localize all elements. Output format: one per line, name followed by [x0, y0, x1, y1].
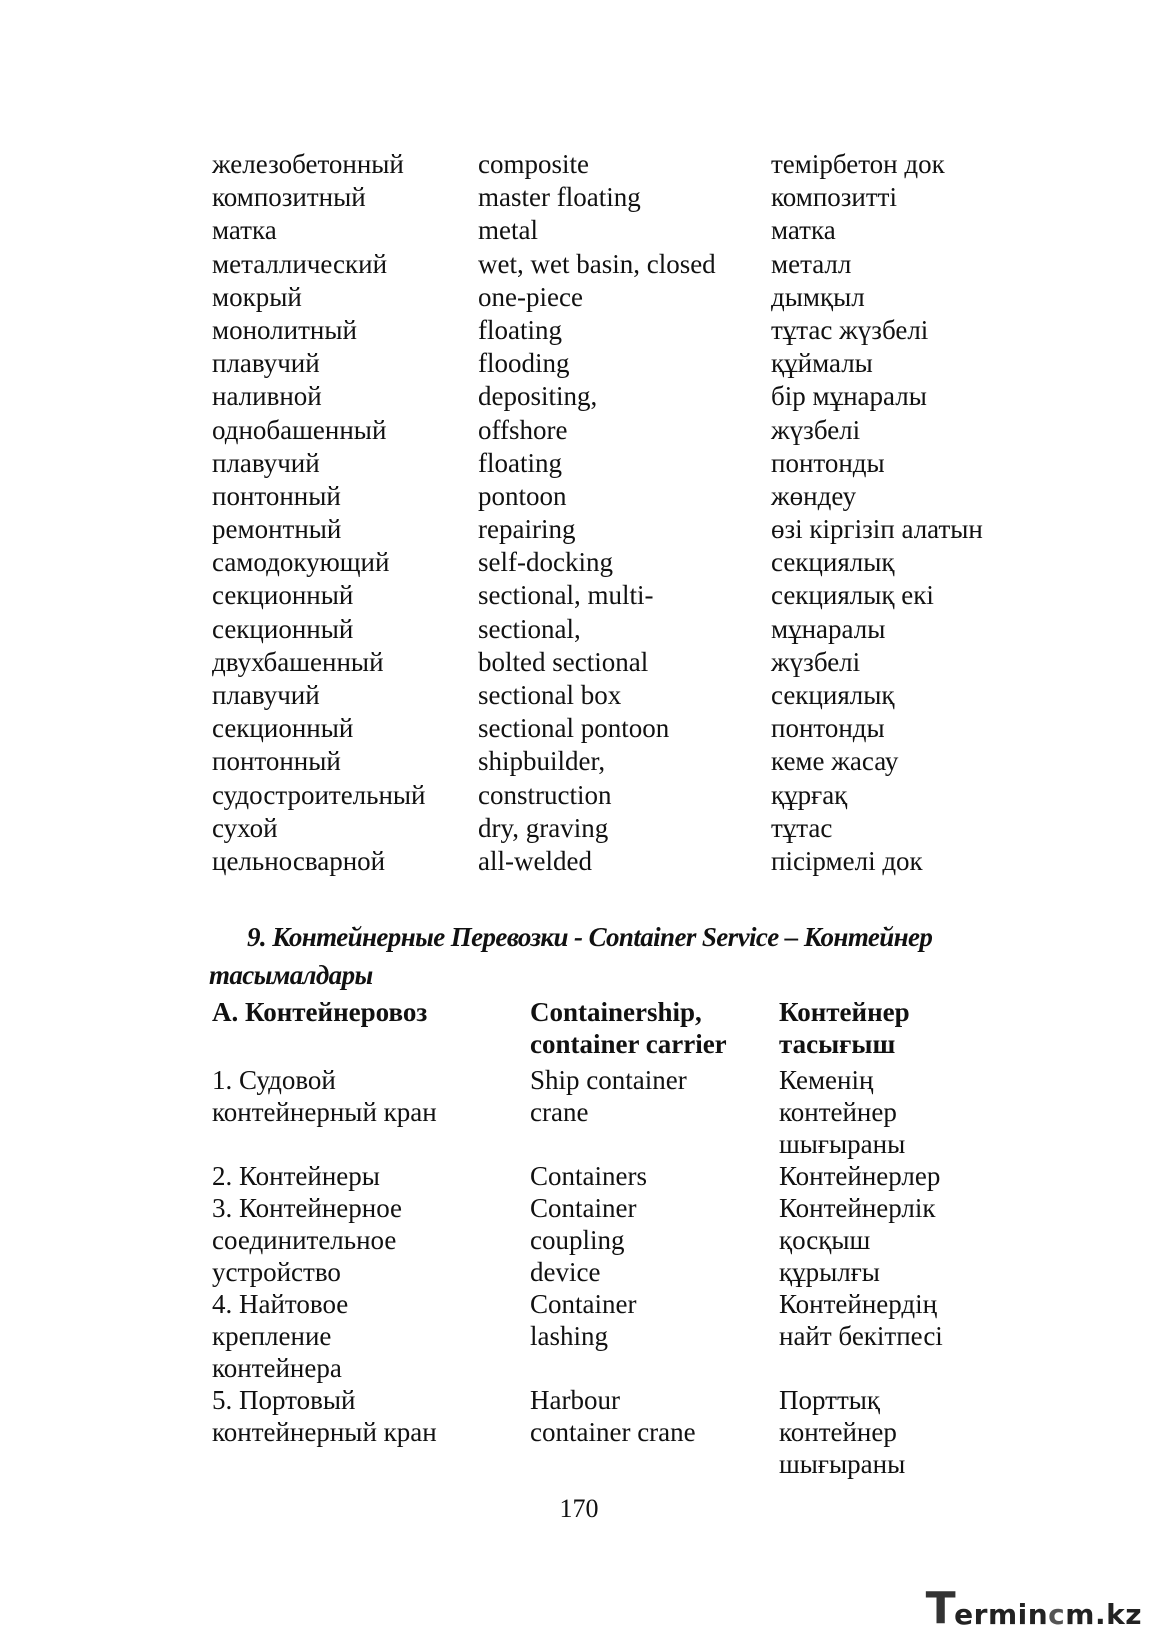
cell-line: Container [530, 1289, 637, 1319]
kazakh-term: кеме жасау [771, 746, 899, 777]
cell-line: container carrier [530, 1029, 727, 1059]
russian-term: композитный [212, 182, 366, 213]
russian-term: плавучий [212, 348, 320, 379]
russian-term: железобетонный [212, 149, 404, 179]
kazakh-cell [779, 1064, 1032, 1160]
russian-cell [212, 1288, 530, 1384]
kazakh-term: құймалы [771, 348, 873, 379]
english-term: bolted sectional [478, 646, 649, 677]
table-header-row [212, 996, 1032, 1060]
table-row [212, 1064, 1032, 1160]
vocab-row [212, 745, 1032, 778]
kazakh-term: дымқыл [771, 281, 865, 312]
cell-line: соединительное [212, 1225, 397, 1255]
cell-line: құрылғы [779, 1257, 880, 1287]
cell-line: найт бекітпесі [779, 1321, 943, 1351]
table-row [212, 1384, 1032, 1480]
section-heading-line-2: тасымалдары [209, 960, 373, 990]
terms-table [212, 996, 1032, 1480]
kazakh-term: жөндеу [771, 480, 857, 511]
kazakh-term: понтонды [771, 447, 885, 478]
kazakh-term: пісірмелі док [771, 845, 923, 876]
russian-term: ремонтный [212, 514, 342, 545]
vocab-row [212, 646, 1032, 679]
cell-line: тасығыш [779, 1029, 896, 1059]
english-term: sectional box [478, 680, 622, 710]
russian-term: сухой [212, 812, 278, 843]
english-term: sectional pontoon [478, 713, 670, 744]
vocab-row [212, 712, 1032, 745]
cell-line: Containers [530, 1161, 647, 1191]
russian-cell [212, 1384, 530, 1480]
cell-line: lashing [530, 1321, 608, 1351]
cell-line: А. Контейнеровоз [212, 997, 428, 1027]
english-term: construction [478, 779, 612, 810]
logo-magnifier-letter: c [1048, 1598, 1066, 1631]
cell-line: крепление [212, 1321, 332, 1351]
english-term: offshore [478, 414, 568, 445]
russian-cell [212, 1160, 530, 1192]
logo-text-part2: m.kz [1065, 1598, 1142, 1631]
english-term: floating [478, 447, 562, 478]
kazakh-term: композитті [771, 182, 897, 213]
cell-line: қосқыш [779, 1225, 871, 1255]
vocab-row [212, 546, 1032, 579]
english-term: shipbuilder, [478, 746, 606, 777]
cell-line: 4. Найтовое [212, 1289, 349, 1319]
russian-term: двухбашенный [212, 646, 384, 677]
section-heading [209, 918, 1009, 994]
english-term: one-piece [478, 281, 583, 312]
cell-line: container crane [530, 1417, 696, 1447]
kazakh-term: мұнаралы [771, 613, 886, 644]
russian-cell [212, 996, 530, 1060]
cell-line: Containership, [530, 997, 702, 1027]
vocab-row [212, 148, 1032, 181]
english-term: self-docking [478, 547, 613, 578]
russian-term: секционный [212, 613, 354, 644]
russian-term: матка [212, 215, 277, 246]
cell-line: контейнерный кран [212, 1417, 437, 1447]
english-term: dry, graving [478, 812, 609, 843]
vocab-row [212, 380, 1032, 413]
kazakh-term: бір мұнаралы [771, 381, 927, 412]
english-term: wet, wet basin, closed [478, 248, 716, 279]
kazakh-term: матка [771, 215, 836, 246]
russian-term: секционный [212, 580, 354, 611]
english-term: sectional, [478, 613, 581, 644]
cell-line: Контейнердің [779, 1289, 938, 1319]
english-term: repairing [478, 514, 576, 545]
page-number: 170 [559, 1494, 599, 1523]
table-row [212, 1192, 1032, 1288]
russian-term: судостроительный [212, 779, 426, 810]
english-term: flooding [478, 348, 570, 379]
russian-cell [212, 1192, 530, 1288]
english-term: all-welded [478, 845, 592, 876]
russian-term: плавучий [212, 447, 320, 478]
vocab-row [212, 214, 1032, 247]
vocab-row [212, 613, 1032, 646]
vocab-row [212, 414, 1032, 447]
russian-term: мокрый [212, 281, 302, 312]
vocab-row [212, 347, 1032, 380]
cell-line: контейнер [779, 1417, 897, 1447]
kazakh-term: тұтас [771, 812, 833, 843]
cell-line: 2. Контейнеры [212, 1161, 380, 1191]
cell-line: 5. Портовый [212, 1385, 356, 1415]
russian-term: наливной [212, 381, 322, 412]
vocab-row [212, 248, 1032, 281]
cell-line: crane [530, 1097, 589, 1127]
cell-line: 1. Судовой [212, 1065, 336, 1095]
kazakh-term: тұтас жүзбелі [771, 314, 929, 345]
cell-line: контейнер [779, 1097, 897, 1127]
russian-term: цельносварной [212, 845, 386, 876]
logo-letter-t: T [925, 1583, 957, 1634]
vocab-row [212, 679, 1032, 712]
kazakh-cell [779, 1192, 1032, 1288]
english-cell [530, 1384, 779, 1480]
kazakh-cell [779, 1288, 1032, 1384]
russian-term: секционный [212, 713, 354, 744]
english-term: pontoon [478, 480, 567, 511]
table-row [212, 1288, 1032, 1384]
kazakh-term: металл [771, 248, 852, 279]
cell-line: шығыраны [779, 1449, 906, 1479]
russian-term: понтонный [212, 746, 341, 777]
cell-line: Контейнерлік [779, 1193, 936, 1223]
cell-line: контейнера [212, 1353, 342, 1383]
kazakh-term: секциялық [771, 680, 895, 710]
cell-line: coupling [530, 1225, 625, 1255]
vocabulary-list [212, 148, 1032, 878]
termincom-logo [925, 1581, 1142, 1634]
vocab-row [212, 845, 1032, 878]
english-term: composite [478, 149, 589, 179]
kazakh-term: секциялық екі [771, 580, 934, 611]
english-term: depositing, [478, 381, 598, 412]
vocab-row [212, 181, 1032, 214]
kazakh-term: секциялық [771, 547, 895, 578]
cell-line: Harbour [530, 1385, 620, 1415]
cell-line: контейнерный кран [212, 1097, 437, 1127]
cell-line: device [530, 1257, 601, 1287]
english-term: floating [478, 314, 562, 345]
vocab-row [212, 480, 1032, 513]
kazakh-term: құрғақ [771, 779, 848, 810]
english-cell [530, 1160, 779, 1192]
russian-term: однобашенный [212, 414, 387, 445]
cell-line: устройство [212, 1257, 341, 1287]
kazakh-term: жүзбелі [771, 646, 861, 677]
english-cell [530, 1064, 779, 1160]
cell-line: шығыраны [779, 1129, 906, 1159]
section-heading-line-1: 9. Контейнерные Перевозки - Container Service – Контейнер [247, 922, 933, 952]
russian-term: монолитный [212, 314, 357, 345]
russian-term: самодокующий [212, 547, 390, 578]
vocab-row [212, 314, 1032, 347]
cell-line: Ship container [530, 1065, 687, 1095]
russian-term: плавучий [212, 680, 320, 710]
vocab-row [212, 579, 1032, 612]
cell-line: Container [530, 1193, 637, 1223]
kazakh-term: жүзбелі [771, 414, 861, 445]
english-term: sectional, multi- [478, 580, 654, 611]
kazakh-cell [779, 1384, 1032, 1480]
kazakh-term: өзі кіргізіп алатын [771, 514, 983, 545]
english-term: master floating [478, 182, 641, 213]
vocab-row [212, 513, 1032, 546]
cell-line: Порттық [779, 1385, 880, 1415]
table-row [212, 1160, 1032, 1192]
cell-line: Контейнер [779, 997, 910, 1027]
english-cell [530, 996, 779, 1060]
russian-term: металлический [212, 248, 388, 279]
english-cell [530, 1288, 779, 1384]
english-cell [530, 1192, 779, 1288]
cell-line: Контейнерлер [779, 1161, 941, 1191]
english-term: metal [478, 215, 538, 246]
vocab-row [212, 447, 1032, 480]
vocab-row [212, 281, 1032, 314]
kazakh-term: понтонды [771, 713, 885, 744]
russian-cell [212, 1064, 530, 1160]
logo-text-part1: ermin [954, 1598, 1049, 1631]
cell-line: 3. Контейнерное [212, 1193, 403, 1223]
kazakh-cell [779, 1160, 1032, 1192]
kazakh-term: темірбетон док [771, 149, 945, 179]
russian-term: понтонный [212, 480, 341, 511]
vocab-row [212, 779, 1032, 812]
vocab-row [212, 812, 1032, 845]
kazakh-cell [779, 996, 1032, 1060]
cell-line: Кеменің [779, 1065, 874, 1095]
